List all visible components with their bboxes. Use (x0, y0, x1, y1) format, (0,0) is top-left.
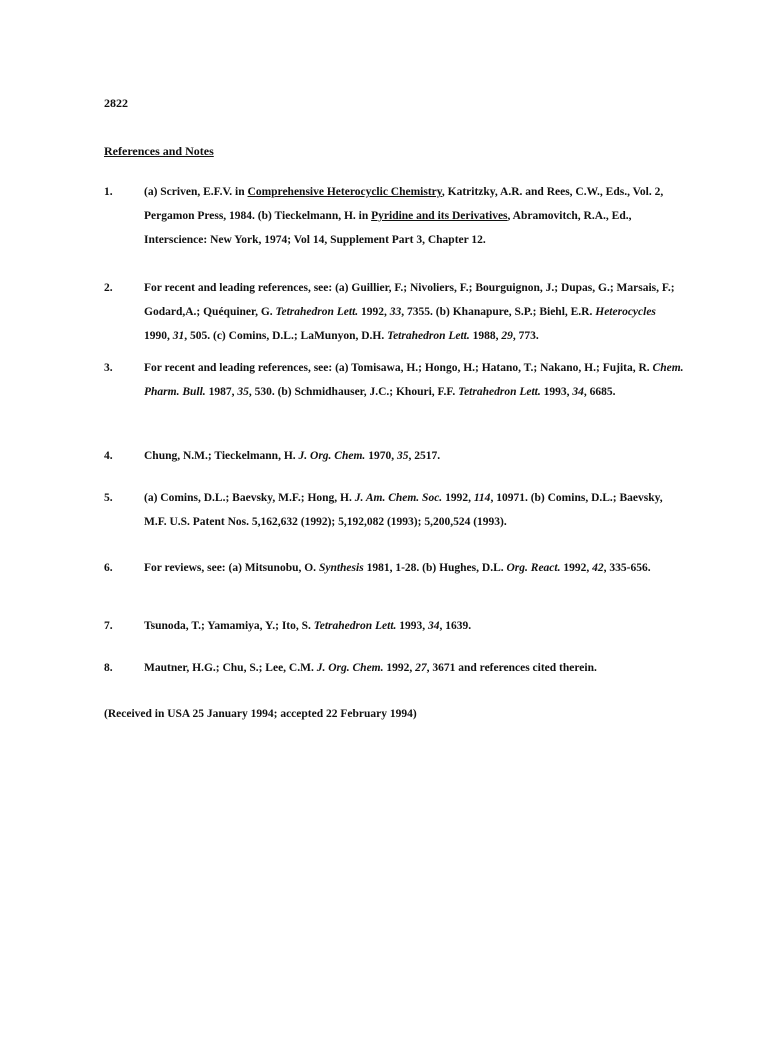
italic-span: 34 (572, 386, 584, 398)
reference-number: 3. (104, 362, 113, 374)
text-span: For recent and leading references, see: (a) Guillier, F.; Nivoliers, F.; Bourguignon, J.; Dupas, G.; Marsais, F.; Godard,A.; Quéquiner, G. (144, 282, 675, 318)
references-heading: References and Notes (104, 144, 214, 158)
text-span: For recent and leading references, see: (a) Tomisawa, H.; Hongo, H.; Hatano, T.; Nakano, H.; Fujita, R. (144, 362, 653, 374)
reference-text (144, 356, 684, 404)
text-span: , Abramovitch, R.A., Ed., Interscience: New York, 1974; Vol 14, Supplement Part 3, Chapter 12. (144, 210, 632, 246)
reference-item (104, 656, 684, 680)
italic-span: Tetrahedron Lett. (387, 330, 470, 342)
text-span: 1970, (365, 450, 397, 462)
italic-span: 27 (415, 662, 427, 674)
reference-number: 6. (104, 562, 113, 574)
reference-item (104, 356, 684, 404)
text-span: , 6685. (583, 386, 616, 398)
italic-span: 35 (396, 450, 409, 462)
text-span: , 1639. (439, 620, 472, 632)
italic-span: Tetrahedron Lett. (458, 386, 541, 398)
text-span: (a) Comins, D.L.; Baevsky, M.F.; Hong, H. (144, 492, 355, 504)
italic-span: 35 (237, 386, 249, 398)
text-span: , 3671 and references cited therein. (426, 662, 597, 674)
reference-text (144, 180, 684, 252)
italic-span: 42 (592, 562, 604, 574)
received-note: (Received in USA 25 January 1994; accepted 22 February 1994) (104, 708, 417, 720)
reference-number: 2. (104, 282, 113, 294)
text-span: 1992, (358, 306, 390, 318)
reference-text (144, 444, 684, 468)
reference-number: 5. (104, 492, 113, 504)
text-span: , 2517. (408, 450, 441, 462)
text-span: , 530. (b) Schmidhauser, J.C.; Khouri, F.F. (248, 386, 459, 398)
italic-span: J. Am. Chem. Soc. (354, 492, 443, 504)
underlined-title: Pyridine and its Derivatives (371, 210, 508, 222)
reference-text (144, 614, 684, 638)
underlined-title: Comprehensive Heterocyclic Chemistry (247, 186, 442, 198)
text-span: , 505. (c) Comins, D.L.; LaMunyon, D.H. (184, 330, 388, 342)
italic-span: Synthesis (318, 562, 364, 574)
reference-item (104, 444, 684, 468)
text-span: , 7355. (b) Khanapure, S.P.; Biehl, E.R. (401, 306, 596, 318)
italic-span: Chem. Pharm. Bull. (144, 362, 684, 398)
italic-span: 31 (172, 330, 185, 342)
text-span: 1981, 1-28. (b) Hughes, D.L. (363, 562, 507, 574)
text-span: 1992, (442, 492, 474, 504)
page-number: 2822 (104, 96, 128, 110)
italic-span: J. Org. Chem. (316, 662, 384, 674)
italic-span: 114 (473, 492, 491, 504)
text-span: 1990, (144, 330, 173, 342)
italic-span: Org. React. (506, 562, 561, 574)
italic-span: 33 (389, 306, 402, 318)
text-span: Chung, N.M.; Tieckelmann, H. (144, 450, 299, 462)
italic-span: Tetrahedron Lett. (275, 306, 359, 318)
italic-span: J. Org. Chem. (298, 450, 366, 462)
text-span: 1993, (540, 386, 573, 398)
italic-span: 29 (501, 330, 513, 342)
text-span: Mautner, H.G.; Chu, S.; Lee, C.M. (144, 662, 317, 674)
reference-text (144, 656, 684, 680)
text-span: , 773. (512, 330, 539, 342)
reference-item (104, 556, 684, 580)
reference-item (104, 276, 684, 348)
reference-number: 8. (104, 662, 113, 674)
text-span: Tsunoda, T.; Yamamiya, Y.; Ito, S. (144, 620, 314, 632)
reference-text (144, 486, 684, 534)
text-span: 1988, (469, 330, 502, 342)
italic-span: Heterocycles (595, 306, 656, 318)
reference-item (104, 486, 684, 534)
reference-text (144, 556, 684, 580)
text-span: 1992, (383, 662, 416, 674)
text-span: 1987, (205, 386, 238, 398)
reference-number: 4. (104, 450, 113, 462)
italic-span: 34 (428, 620, 440, 632)
text-span: 1993, (396, 620, 429, 632)
text-span: 1992, (560, 562, 593, 574)
reference-number: 7. (104, 620, 113, 632)
italic-span: Tetrahedron Lett. (313, 620, 397, 632)
text-span: , Katritzky, A.R. and Rees, C.W., Eds., Vol. 2, Pergamon Press, 1984. (b) Tieckelmann, H. in (144, 186, 664, 222)
text-span: For reviews, see: (a) Mitsunobu, O. (144, 562, 319, 574)
reference-item (104, 614, 684, 638)
reference-text (144, 276, 684, 348)
text-span: , 335-656. (603, 562, 651, 574)
text-span: (a) Scriven, E.F.V. in (144, 186, 248, 198)
reference-number: 1. (104, 186, 113, 198)
text-span: , 10971. (b) Comins, D.L.; Baevsky, M.F. U.S. Patent Nos. 5,162,632 (1992); 5,192,082 (1993); 5,200,524 (1993). (144, 492, 663, 528)
reference-item (104, 180, 684, 252)
